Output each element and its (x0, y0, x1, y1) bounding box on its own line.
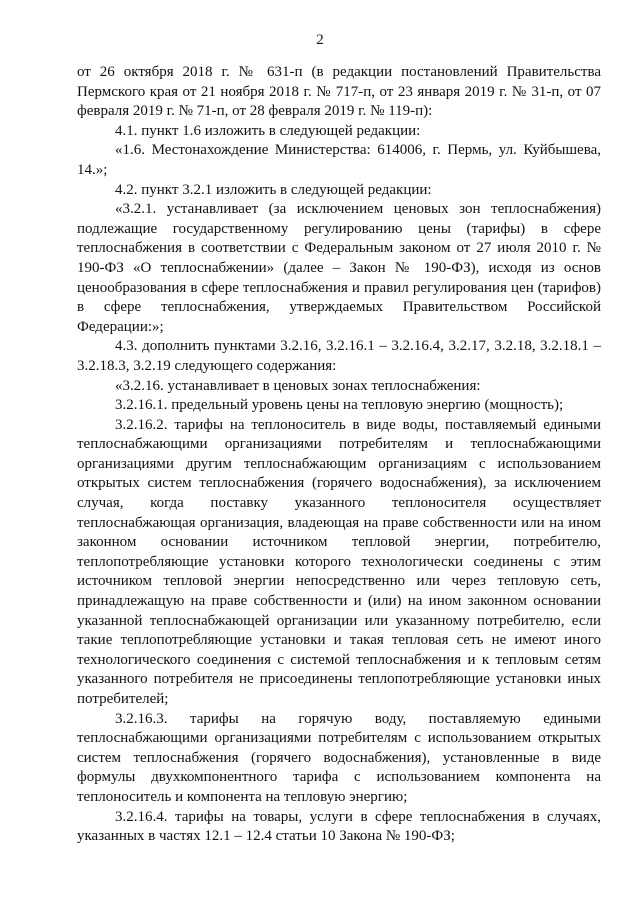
paragraph-4-2: 4.2. пункт 3.2.1 изложить в следующей редакции: (115, 181, 432, 198)
paragraph-3-2-1: «3.2.1. устанавливает (за исключением ценовых зон теплоснабжения) подлежащие государственному регулированию цены (тарифы) в сфере теплоснабжения в соответствии с Федеральным законом от 27 июля 2010 г. № 190-ФЗ «О теплоснабжении» (далее – Закон № 190-ФЗ), исходя из основ ценообразования в сфере теплоснабжения и правил регулирования цен (тарифов) в сфере теплоснабжения, утверждаемых Правительством Российской Федерации:»; (77, 201, 601, 335)
paragraph-1-6: «1.6. Местонахождение Министерства: 614006, г. Пермь, ул. Куйбышева, 14.»; (77, 142, 601, 178)
paragraph-4-3: 4.3. дополнить пунктами 3.2.16, 3.2.16.1 – 3.2.16.4, 3.2.17, 3.2.18, 3.2.18.1 – 3.2.18.3, 3.2.19 следующего содержания: (77, 338, 601, 374)
paragraph-4-1: 4.1. пункт 1.6 изложить в следующей редакции: (115, 122, 421, 139)
paragraph-3-2-16-4: 3.2.16.4. тарифы на товары, услуги в сфере теплоснабжения в случаях, указанных в частях 12.1 – 12.4 статьи 10 Закона № 190-ФЗ; (77, 808, 601, 845)
paragraph-3-2-16: «3.2.16. устанавливает в ценовых зонах теплоснабжения: (115, 377, 481, 394)
page-number: 2 (316, 32, 324, 48)
document-body (77, 63, 601, 847)
paragraph-3-2-16-1: 3.2.16.1. предельный уровень цены на тепловую энергию (мощность); (115, 397, 564, 414)
paragraph-intro: от 26 октября 2018 г. № 631-п (в редакции постановлений Правительства Пермского края от 21 ноября 2018 г. № 717-п, от 23 января 2019 г. № 31-п, от 07 февраля 2019 г. № 71-п, от 28 февраля 2019 г. № 119-п): (77, 64, 601, 120)
paragraph-3-2-16-2: 3.2.16.2. тарифы на теплоноситель в виде воды, поставляемый едиными теплоснабжающими организациями потребителям и теплоснабжающими организациями другим теплоснабжающим организациям с использованием открытых систем теплоснабжения (горячего водоснабжения), за исключением случая, когда поставку указанного теплоносителя осуществляет теплоснабжающая организация, владеющая на праве собственности или на ином законном основании источником тепловой энергии, потребителю, теплопотребляющие установки которого технологически соединены с этим источником тепловой энергии непосредственно или через тепловую сеть, принадлежащую на праве собственности и (или) на ином законном основании указанной теплоснабжающей организации или указанному потребителю, если такие теплопотребляющие установки и такая тепловая сеть не имеют иного технологического соединения с системой теплоснабжения и к тепловым сетям указанного потребителя не присоединены теплопотребляющие установки иных потребителей; (77, 416, 601, 707)
paragraph-3-2-16-3: 3.2.16.3. тарифы на горячую воду, поставляемую едиными теплоснабжающими организациями потребителям с использованием открытых систем теплоснабжения (горячего водоснабжения), установленные в виде формулы двухкомпонентного тарифа с использованием компонента на теплоноситель и компонента на тепловую энергию; (77, 710, 601, 805)
